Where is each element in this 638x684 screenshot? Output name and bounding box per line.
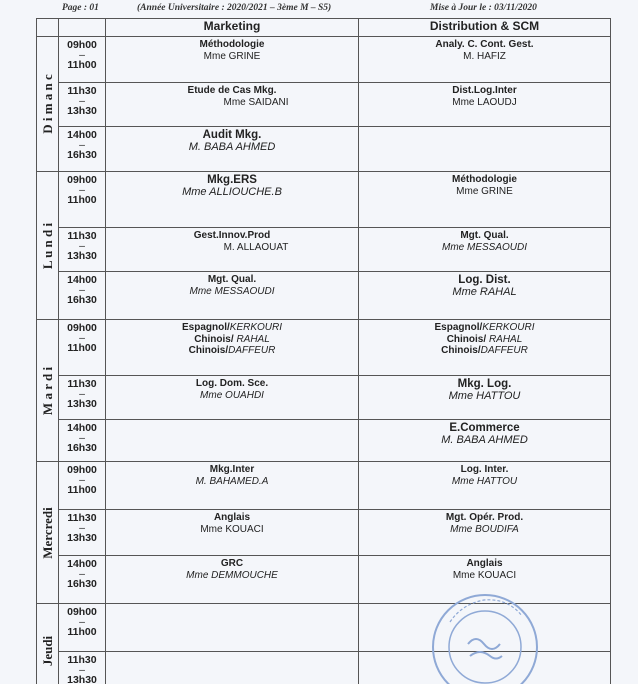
- course-cell: [359, 37, 611, 83]
- time-slot-1: [59, 604, 106, 652]
- course-title: Log. Inter.: [460, 464, 509, 475]
- day-jeudi: [37, 604, 59, 684]
- course-cell: [359, 83, 611, 127]
- course-title: Mkg.Inter: [209, 464, 255, 475]
- course-title: Mkg.ERS: [207, 174, 257, 186]
- course-teacher: Mme RAHAL: [452, 285, 517, 298]
- slot-start: 14h00: [67, 129, 97, 141]
- time-slot-2: [59, 376, 106, 420]
- course-teacher: M. BABA AHMED: [188, 140, 276, 153]
- update-date: Mise à Jour le : 03/11/2020: [430, 3, 537, 13]
- course-title: Gest.Innov.Prod: [193, 230, 271, 241]
- page-number: Page : 01: [62, 3, 99, 13]
- column-header-marketing: Marketing: [106, 19, 359, 37]
- language-name: Chinois/: [194, 333, 237, 345]
- slot-sep: –: [79, 95, 85, 107]
- slot-start: 09h00: [67, 322, 97, 334]
- course-title: Méthodologie: [199, 39, 265, 50]
- language-teacher: DAFFEUR: [228, 345, 276, 356]
- slot-sep: –: [79, 240, 85, 252]
- corner-cell: [37, 19, 59, 37]
- time-slot-3: [59, 556, 106, 604]
- course-title: Analy. C. Cont. Gest.: [435, 39, 534, 50]
- time-slot-1: [59, 320, 106, 376]
- course-teacher: Mme KOUACI: [200, 523, 264, 535]
- day-mardi: [37, 320, 59, 462]
- course-title: Log. Dist.: [458, 274, 511, 286]
- course-cell-empty: [106, 652, 359, 684]
- slot-sep: –: [79, 388, 85, 400]
- course-teacher: M. ALLAOUAT: [223, 241, 289, 253]
- language-line: [359, 345, 610, 357]
- slot-end: 13h30: [67, 532, 97, 544]
- course-title: Méthodologie: [452, 174, 517, 185]
- language-line: [359, 334, 610, 346]
- course-teacher: M. HAFIZ: [463, 50, 506, 62]
- course-teacher: Mme LAOUDJ: [452, 96, 517, 108]
- language-name: Espagnol/: [181, 322, 230, 333]
- slot-start: 09h00: [67, 39, 97, 51]
- time-slot-2: [59, 510, 106, 556]
- course-cell: [106, 37, 359, 83]
- course-title: Etude de Cas Mkg.: [187, 85, 277, 96]
- course-teacher: Mme BOUDIFA: [450, 523, 519, 535]
- slot-end: 11h00: [67, 59, 97, 71]
- time-slot-3: [59, 127, 106, 172]
- course-teacher: M. BAHAMED.A: [195, 475, 269, 487]
- slot-end: 13h30: [67, 674, 97, 684]
- slot-start: 09h00: [67, 464, 97, 476]
- course-teacher: Mme HATTOU: [448, 389, 521, 402]
- language-teacher: RAHAL: [236, 333, 270, 345]
- slot-sep: –: [79, 616, 85, 628]
- slot-start: 14h00: [67, 274, 97, 286]
- academic-year: (Année Universitaire : 2020/2021 – 3ème M – S5): [137, 3, 332, 13]
- course-teacher: Mme ALLIOUCHE.B: [182, 185, 282, 198]
- slot-sep: –: [79, 139, 85, 151]
- timetable: [36, 18, 611, 684]
- slot-start: 11h30: [67, 230, 97, 242]
- course-title: Dist.Log.Inter: [452, 85, 517, 96]
- course-cell: [359, 228, 611, 272]
- slot-end: 13h30: [67, 398, 97, 410]
- slot-end: 16h30: [67, 442, 97, 454]
- corner-cell: [59, 19, 106, 37]
- slot-end: 16h30: [67, 294, 97, 306]
- time-slot-1: [59, 172, 106, 228]
- course-cell: [106, 172, 359, 228]
- course-cell: [359, 420, 611, 462]
- course-teacher: Mme HATTOU: [451, 475, 518, 487]
- course-teacher: Mme MESSAOUDI: [189, 285, 275, 297]
- time-slot-2: [59, 83, 106, 127]
- course-cell: [359, 272, 611, 320]
- slot-end: 11h00: [67, 484, 97, 496]
- course-title: Audit Mkg.: [202, 129, 262, 141]
- course-cell-empty: [359, 652, 611, 684]
- day-label: Mercredi: [39, 506, 55, 559]
- course-teacher: Mme SAIDANI: [223, 96, 289, 108]
- language-name: Espagnol/: [434, 322, 483, 333]
- course-title: Anglais: [466, 558, 503, 569]
- course-title: Mgt. Qual.: [207, 274, 257, 285]
- slot-start: 11h30: [67, 378, 97, 390]
- course-title: Mkg. Log.: [457, 378, 512, 390]
- slot-sep: –: [79, 284, 85, 296]
- course-cell: [106, 556, 359, 604]
- time-slot-2: [59, 228, 106, 272]
- course-teacher: Mme OUAHDI: [200, 389, 264, 401]
- language-teacher: DAFFEUR: [480, 345, 528, 356]
- course-title: Mgt. Qual.: [460, 230, 509, 241]
- course-title: Log. Dom. Sce.: [195, 378, 269, 389]
- course-cell-empty: [106, 420, 359, 462]
- course-teacher: Mme DEMMOUCHE: [186, 569, 278, 581]
- language-teacher: KERKOURI: [482, 322, 535, 333]
- language-name: Chinois/: [446, 333, 489, 345]
- time-slot-2: [59, 652, 106, 684]
- course-cell-empty: [359, 127, 611, 172]
- course-cell: [106, 376, 359, 420]
- language-name: Chinois/: [188, 345, 229, 356]
- slot-start: 11h30: [67, 85, 97, 97]
- course-cell: [106, 272, 359, 320]
- day-label: L u n d i: [39, 222, 55, 269]
- course-title: GRC: [220, 558, 244, 569]
- slot-start: 09h00: [67, 606, 97, 618]
- slot-sep: –: [79, 432, 85, 444]
- slot-start: 09h00: [67, 174, 97, 186]
- slot-sep: –: [79, 664, 85, 676]
- slot-end: 11h00: [67, 194, 97, 206]
- day-mercredi: [37, 462, 59, 604]
- day-lundi: [37, 172, 59, 320]
- slot-start: 14h00: [67, 422, 97, 434]
- language-line: [106, 345, 358, 357]
- time-slot-1: [59, 462, 106, 510]
- page-header: [0, 0, 638, 18]
- slot-sep: –: [79, 184, 85, 196]
- language-teacher: RAHAL: [488, 333, 523, 345]
- course-title: E.Commerce: [449, 422, 520, 434]
- course-title: Mgt. Opér. Prod.: [445, 512, 524, 523]
- course-cell-empty: [359, 604, 611, 652]
- slot-sep: –: [79, 49, 85, 61]
- course-teacher: Mme MESSAOUDI: [441, 241, 527, 253]
- language-teacher: KERKOURI: [229, 322, 283, 333]
- language-line: [359, 322, 610, 334]
- course-cell: [359, 556, 611, 604]
- slot-end: 11h00: [67, 626, 97, 638]
- time-slot-3: [59, 420, 106, 462]
- course-cell: [359, 172, 611, 228]
- slot-end: 13h30: [67, 250, 97, 262]
- column-header-distribution: Distribution & SCM: [359, 19, 611, 37]
- time-slot-1: [59, 37, 106, 83]
- slot-end: 13h30: [67, 105, 97, 117]
- slot-sep: –: [79, 474, 85, 486]
- course-cell: [106, 462, 359, 510]
- course-cell: [106, 127, 359, 172]
- course-cell-empty: [106, 604, 359, 652]
- course-cell: [359, 376, 611, 420]
- slot-start: 11h30: [67, 512, 97, 524]
- course-cell: [106, 228, 359, 272]
- slot-start: 11h30: [67, 654, 97, 666]
- course-title: Anglais: [213, 512, 251, 523]
- course-cell: [359, 462, 611, 510]
- course-cell: [106, 510, 359, 556]
- course-teacher: Mme GRINE: [203, 50, 261, 62]
- slot-sep: –: [79, 522, 85, 534]
- slot-end: 16h30: [67, 578, 97, 590]
- slot-sep: –: [79, 332, 85, 344]
- slot-end: 11h00: [67, 342, 97, 354]
- day-label: D i m a n c: [39, 74, 55, 134]
- day-dimanche: [37, 37, 59, 172]
- course-cell-languages: [359, 320, 611, 376]
- course-teacher: M. BABA AHMED: [441, 433, 528, 446]
- language-line: [106, 334, 358, 346]
- course-cell: [359, 510, 611, 556]
- course-cell-languages: [106, 320, 359, 376]
- slot-start: 14h00: [67, 558, 97, 570]
- day-label: M a r d i: [39, 366, 55, 415]
- slot-end: 16h30: [67, 149, 97, 161]
- language-name: Chinois/: [441, 345, 481, 356]
- day-label: Jeudi: [39, 635, 55, 666]
- slot-sep: –: [79, 568, 85, 580]
- course-cell: [106, 83, 359, 127]
- language-line: [106, 322, 358, 334]
- time-slot-3: [59, 272, 106, 320]
- course-teacher: Mme GRINE: [456, 185, 513, 197]
- course-teacher: Mme KOUACI: [452, 569, 517, 581]
